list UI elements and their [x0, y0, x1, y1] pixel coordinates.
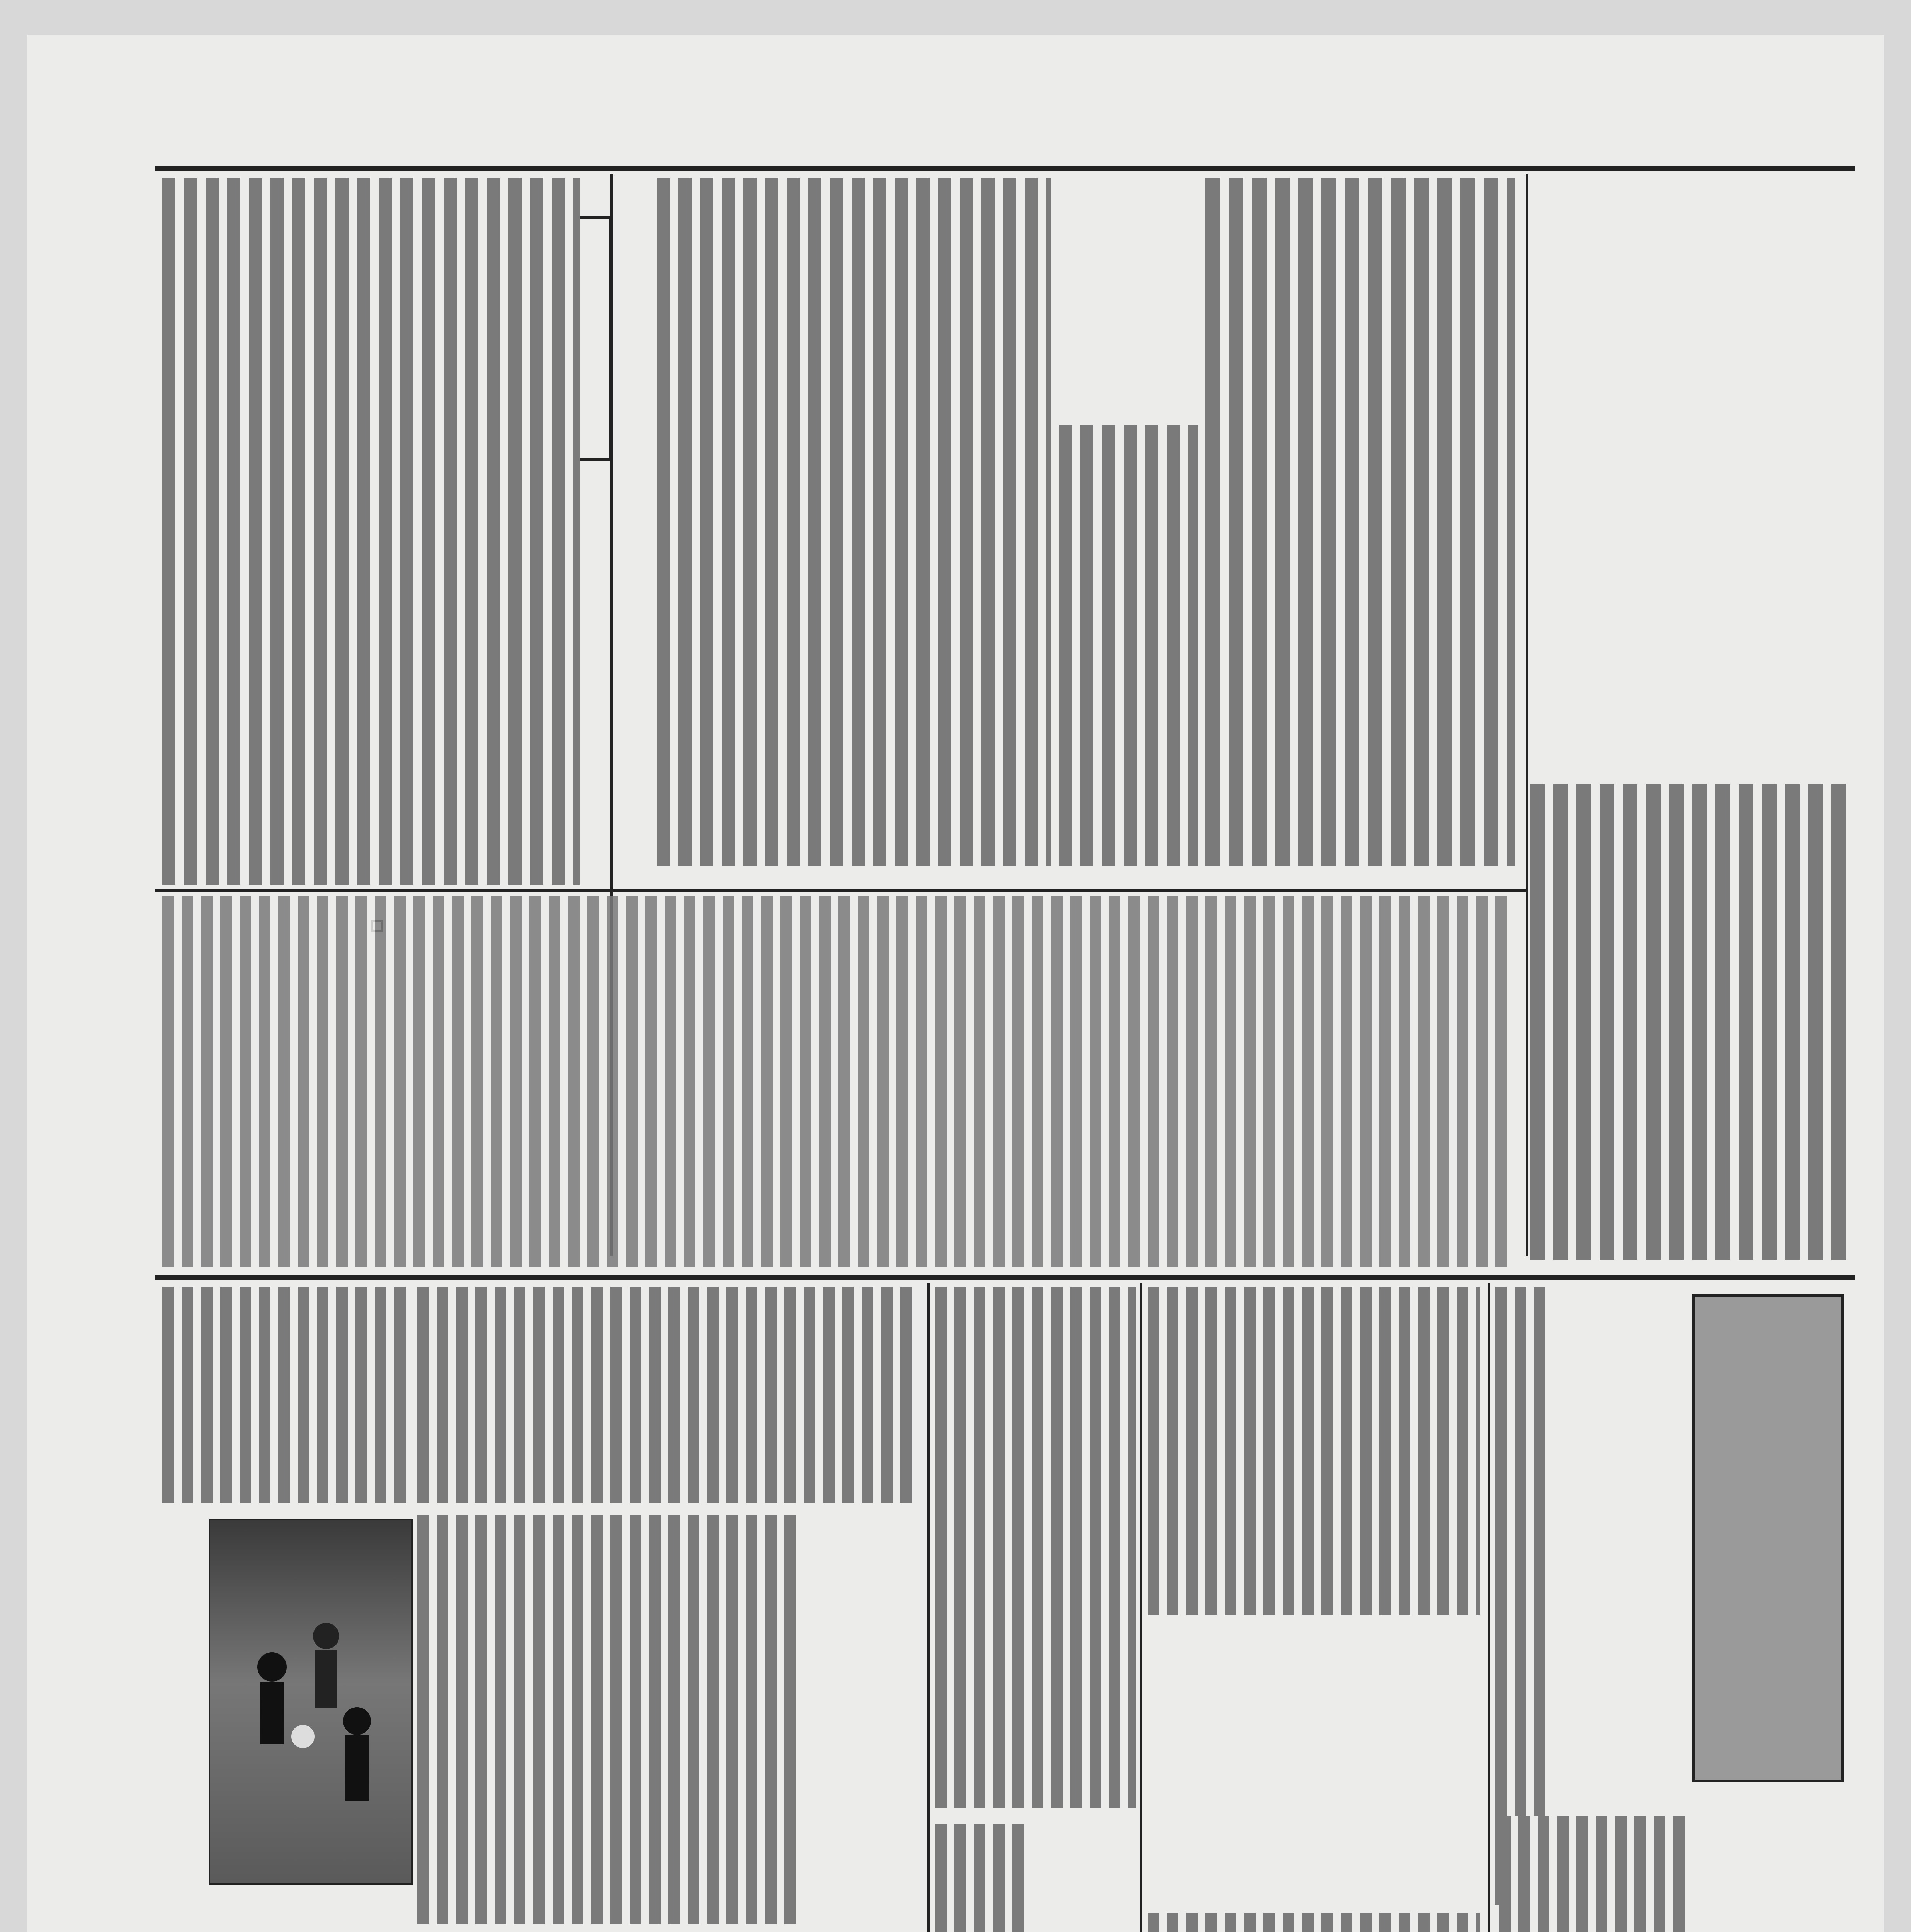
article-body [162, 1287, 410, 1503]
article-body [1499, 1816, 1692, 1932]
article-body [935, 1824, 1032, 1932]
section-rule [927, 1283, 930, 1932]
article-body [1205, 178, 1515, 866]
section-rule [1488, 1283, 1490, 1932]
masthead-rule [155, 166, 1855, 171]
section-rule [1140, 1283, 1142, 1932]
article-body [1148, 1913, 1480, 1932]
football-photo [209, 1519, 413, 1885]
article-body [1495, 1287, 1545, 1905]
article-body [417, 1287, 920, 1503]
article-body [1148, 1287, 1480, 1615]
column-rule [1526, 174, 1528, 1256]
article-body [162, 178, 580, 885]
article-body [1530, 784, 1847, 1260]
football-players-image [210, 1520, 411, 1883]
education-banner [1692, 1294, 1844, 1782]
article-body [1059, 425, 1198, 866]
article-body [935, 1287, 1136, 1808]
article-body [657, 178, 1051, 866]
section-rule [155, 889, 1526, 892]
article-body [162, 896, 1515, 1267]
section-rule [155, 1275, 1855, 1280]
article-body [417, 1515, 804, 1924]
